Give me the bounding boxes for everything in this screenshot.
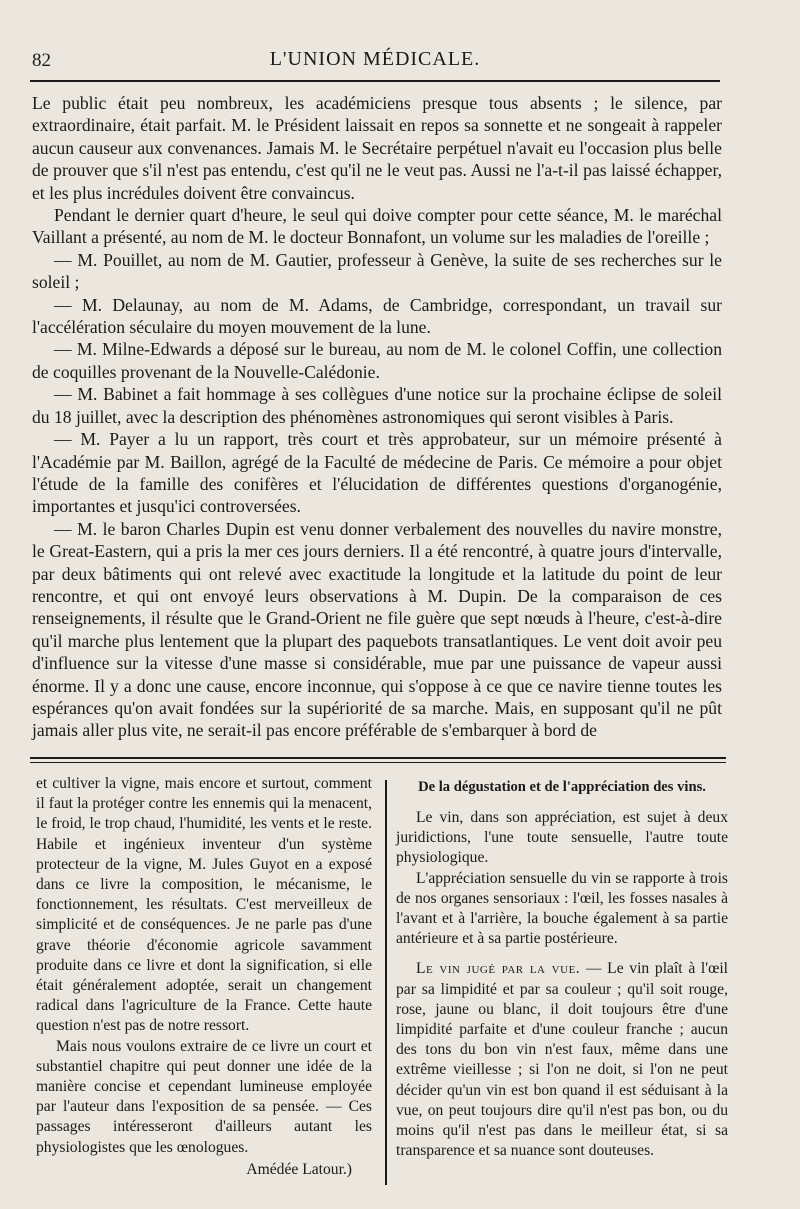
column-divider [385,780,387,1185]
article-paragraph: — M. le baron Charles Dupin est venu donner verbalement des nouvelles du navire monstre, le Great-Eastern, qui a pris la mer ces jours derniers. Il a été rencontré, à quatre jours d'intervalle, par deux bâtiments qui ont relevé avec exactitude la longitude et la latitude du point de leur rencontre, et qui ont envoyé leurs observations à M. Dupin. De la comparaison de ces renseignements, il résulte que le Grand-Orient ne file guère que sept nœuds à l'heure, c'est-à-dire qu'il marche plus lentement que la plupart des paquebots transatlantiques. Le vent doit avoir peu d'influence sur la vitesse d'une masse si considérable, mue par une puissance de vapeur aussi énorme. Il y a donc une cause, encore inconnue, qui s'oppose à ce que ce navire tienne toutes les espérances qu'on avait fondées sur la supériorité de sa marche. Mais, en supposant qu'il ne pût jamais aller plus vite, ne serait-il pas encore préférable de s'embarquer à bord de [32,518,722,741]
article-paragraph: — M. Babinet a fait hommage à ses collègues d'une notice sur la prochaine éclipse de soleil du 18 juillet, avec la description des phénomènes astronomiques qui seront visibles à Paris. [32,384,722,427]
section-heading: De la dégustation et de l'appréciation des vins. [418,779,706,795]
article-paragraph: — M. Delaunay, au nom de M. Adams, de Cambridge, correspondant, un travail sur l'accélération séculaire du moyen mouvement de la lune. [32,294,722,338]
feuilleton-right-column [396,778,728,1161]
main-article [32,92,722,742]
article-paragraph: Pendant le dernier quart d'heure, le seul qui doive compter pour cette séance, M. le maréchal Vaillant a présenté, au nom de M. le docteur Bonnafont, un volume sur les maladies de l'oreille ; [32,205,722,248]
page-number: 82 [32,50,51,71]
feuilleton-paragraph: et cultiver la vigne, mais encore et surtout, comment il faut la protéger contre les ennemis qui la menacent, le froid, le trop chaud, l'humidité, les vents et le reste. Habile et ingénieux inventeur d'un système protecteur de la vigne, M. Jules Guyot en a exposé dans ce livre la composition, le mécanisme, le fonctionnement, les résultats. C'est merveilleux de simplicité et de conséquences. Je ne parle pas d'une grave théorie d'économie agricole savamment produite dans ce livre et dont la signification, si elle était généralement adoptée, serait un changement radical dans l'agriculture de la France. Cette haute question n'est pas de notre ressort. [36,775,372,1035]
feuilleton-rule-thin [30,762,726,763]
feuilleton-paragraph: L'appréciation sensuelle du vin se rapporte à trois de nos organes sensoriaux : l'œil, les fosses nasales à l'avant et à l'arrière, la bouche également à sa partie antérieure et à sa partie postérieure. [396,869,728,948]
paragraph-spacer [396,949,728,959]
running-title: L'UNION MÉDICALE. [269,48,481,70]
article-paragraph: — M. Milne-Edwards a déposé sur le bureau, au nom de M. le colonel Coffin, une collection de coquilles provenant de la Nouvelle-Calédonie. [32,339,722,382]
article-paragraph: Le public était peu nombreux, les académiciens presque tous absents ; le silence, par extraordinaire, était parfait. M. le Président laissait en repos sa sonnette et ne songeait à rappeler aucun causeur aux convenances. Jamais M. le Secrétaire perpétuel n'avait eu l'occasion plus belle de prouver que s'il n'est pas entendu, c'est qu'il ne le veut pas. Aussi ne l'a-t-il pas laissé échapper, et les plus incrédules doivent être convaincus. [32,93,722,203]
feuilleton-paragraph: Le vin, dans son appréciation, est sujet à deux juridictions, l'une toute sensuelle, l'autre toute physiologique. [396,809,728,867]
article-paragraph: — M. Pouillet, au nom de M. Gautier, professeur à Genève, la suite de ses recherches sur le soleil ; [32,249,722,293]
subheading-text: — Le vin plaît à l'œil par sa limpidité et par sa couleur ; qu'il soit rouge, rose, jaune ou blanc, il doit toujours être d'une limpidité parfaite et d'une couleur franche ; aucun des tons du bon vin n'est faux, même dans une extrême vieillesse ; si l'on ne doit, si l'on ne peut décider qu'un vin est bon quand il est séduisant à la vue, on peut toujours dire qu'il n'est pas bon, ou du moins qu'il n'est pas dans le meilleur état, si sa transparence et sa nuance sont douteuses. [396,960,729,1160]
article-paragraph: — M. Payer a lu un rapport, très court et très approbateur, sur un mémoire présenté à l'Académie par M. Baillon, agrégé de la Faculté de médecine de Paris. Ce mémoire a pour objet l'étude de la famille des conifères et l'élucidation de différentes questions d'organogénie, importantes et jusqu'ici controversées. [32,429,722,517]
feuilleton-rule [30,757,726,759]
section-subheading: Le vin jugé par la vue. [416,960,581,978]
author-signature: Amédée Latour.) [246,1160,352,1178]
page-header [30,46,720,76]
header-rule [30,80,720,82]
feuilleton-paragraph-vue [396,959,728,1161]
feuilleton-left-column [36,774,372,1180]
feuilleton-paragraph: Mais nous voulons extraire de ce livre un court et substantiel chapitre qui peut donner une idée de la manière concise et cependant lumineuse employée par l'auteur dans l'exposition de sa pensée. — Ces passages intéresseront d'ailleurs autant les physiologistes que les œnologues. [36,1037,372,1156]
